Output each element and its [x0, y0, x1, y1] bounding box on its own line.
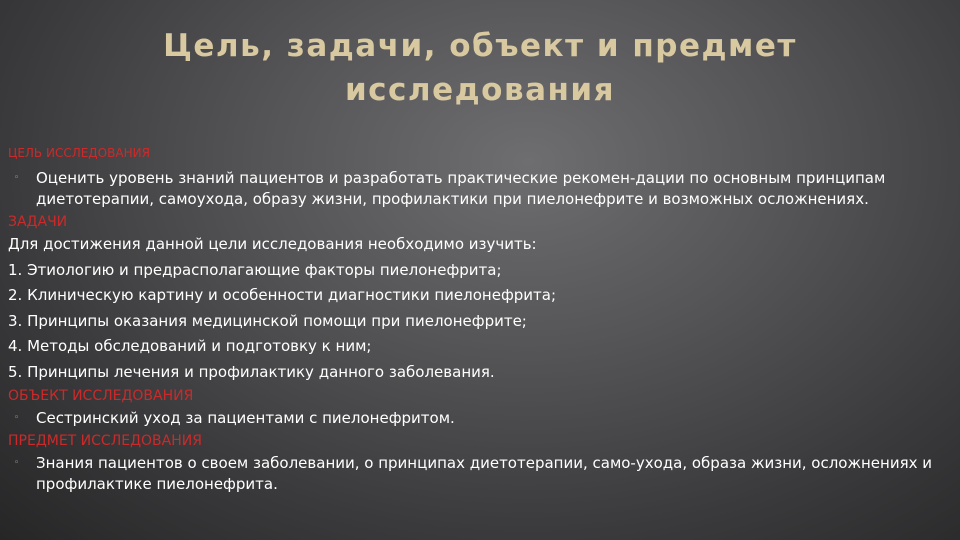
slide-body	[8, 144, 948, 498]
bullet-dot-icon: ◦	[14, 458, 20, 468]
object-text: Сестринский уход за пациентами с пиелонефритом.	[36, 409, 455, 427]
task-item: 1. Этиологию и предрасполагающие факторы пиелонефрита;	[8, 260, 502, 279]
bullet-dot-icon: ◦	[14, 173, 20, 183]
goal-heading: ЦЕЛЬ ИССЛЕДОВАНИЯ	[8, 146, 150, 160]
task-item: 2. Клиническую картину и особенности диагностики пиелонефрита;	[8, 286, 557, 304]
goal-item	[8, 168, 948, 210]
subject-item	[8, 453, 948, 495]
slide-title	[0, 24, 960, 112]
title-line-1: Цель, задачи, объект и предмет	[163, 28, 797, 64]
title-line-2: исследования	[344, 72, 616, 108]
subject-heading: ПРЕДМЕТ ИССЛЕДОВАНИЯ	[8, 433, 202, 449]
subject-text: Знания пациентов о своем заболевании, о принципах диетотерапии, само-ухода, образа жизни, осложнениях и профилактике пиелонефрита.	[36, 454, 932, 493]
task-item: 3. Принципы оказания медицинской помощи при пиелонефрите;	[8, 311, 527, 330]
bullet-dot-icon: ◦	[14, 413, 20, 423]
object-heading: ОБЪЕКТ ИССЛЕДОВАНИЯ	[8, 388, 194, 404]
task-item: 4. Методы обследований и подготовку к ним;	[8, 337, 372, 355]
tasks-intro: Для достижения данной цели исследования необходимо изучить:	[8, 235, 537, 253]
tasks-heading: ЗАДАЧИ	[8, 214, 68, 230]
task-item: 5. Принципы лечения и профилактику данного заболевания.	[8, 362, 495, 381]
object-item	[8, 408, 948, 429]
goal-text: Оценить уровень знаний пациентов и разработать практические рекомен-дации по основным принципам диетотерапии, самоухода, образу жизни, профилактики при пиелонефрите и возможных осложнениях.	[36, 169, 886, 208]
